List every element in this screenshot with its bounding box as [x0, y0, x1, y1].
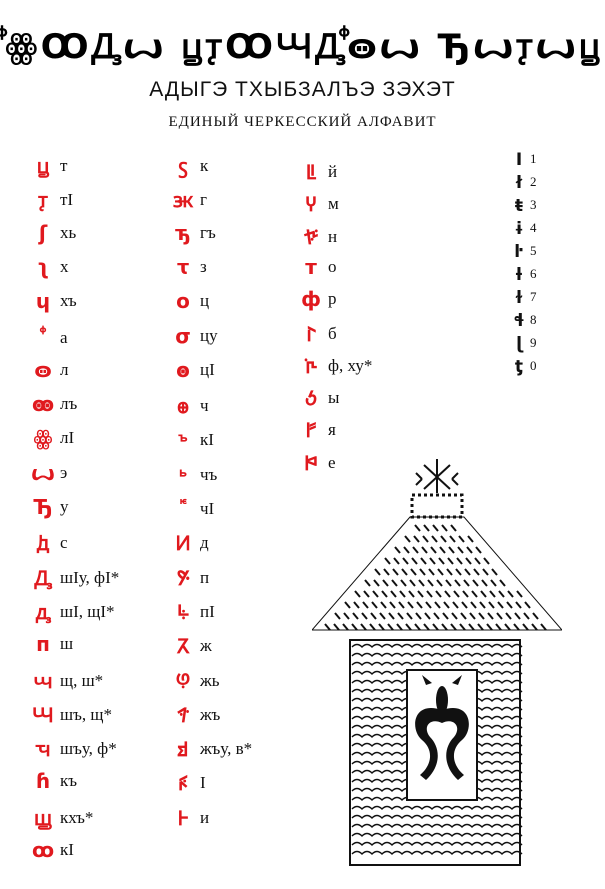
letter-transliteration: а [60, 327, 68, 347]
letter-transliteration: чI [200, 499, 215, 518]
letter-glyph: ꚕ [35, 769, 51, 794]
letter-transliteration: шъу, ф* [60, 739, 117, 759]
letter-transliteration: н [328, 226, 338, 246]
letter-transliteration: 4 [530, 220, 537, 235]
alphabet-row [30, 598, 115, 625]
letter-glyph: ʃ [38, 220, 48, 245]
letter-glyph: Ꚋ [33, 495, 53, 519]
letter-glyph: ꙫ [34, 357, 52, 382]
letter-glyph: Ⅰ [515, 150, 523, 170]
letter-transliteration: д [200, 533, 209, 553]
alphabet-row [170, 186, 207, 213]
alphabet-row [170, 152, 208, 179]
letter-transliteration: б [328, 323, 337, 343]
letter-glyph: ꚣ [176, 565, 190, 590]
letter-transliteration: т [60, 156, 68, 175]
alphabet-row [170, 461, 217, 488]
letter-glyph: ꚡ [175, 531, 191, 556]
alphabet-row [170, 289, 209, 313]
letter-glyph: ꚯ [177, 771, 189, 796]
letter-glyph: Ꚇ [32, 702, 54, 727]
letter-transliteration: г [200, 190, 207, 210]
letter-transliteration: е [328, 452, 336, 472]
letter-transliteration: цу [200, 325, 218, 345]
alphabet-row [170, 392, 209, 419]
letter-glyph: ꚽ [305, 386, 317, 411]
letter-glyph: ꚻ [304, 353, 318, 378]
alphabet-row [510, 311, 537, 331]
letter-glyph: ɨ [514, 219, 524, 239]
letter-transliteration: хь [60, 222, 77, 242]
letter-glyph: ꙍ [31, 460, 55, 485]
alphabet-row [30, 701, 112, 728]
letter-glyph: ꚑ [38, 188, 48, 213]
letter-transliteration: I [200, 773, 206, 793]
letter-glyph: п [36, 632, 50, 657]
letter-transliteration: э [60, 462, 68, 482]
letter-transliteration: х [60, 256, 69, 276]
alphabet-row [30, 564, 119, 591]
letter-glyph: ꚷ [303, 224, 319, 249]
alphabet-row [170, 529, 209, 556]
letter-transliteration: ы [328, 388, 340, 408]
letter-glyph: ꚗ [34, 805, 52, 830]
letter-glyph: ꚋ [175, 220, 191, 245]
page-subtitle: АДЫГЭ ТХЫБЗАЛЪЭ ЗЭХЭТ [149, 78, 456, 101]
letter-transliteration: 7 [530, 289, 537, 304]
letter-glyph: ꚱ [177, 805, 189, 830]
alphabet-row [30, 358, 68, 382]
letter-glyph: ꛄ [304, 450, 318, 475]
letter-glyph: ɬ [513, 311, 525, 331]
letter-glyph: ƫ [514, 357, 524, 377]
letter-transliteration: ф, ху* [328, 355, 373, 375]
alphabet-row [170, 667, 220, 694]
letter-glyph [30, 324, 56, 351]
letter-transliteration: 8 [530, 312, 537, 327]
alphabet-row [30, 152, 67, 179]
letter-glyph: ꚛ [176, 394, 190, 419]
letter-transliteration: у [60, 497, 69, 516]
letter-glyph: ʅ [36, 254, 50, 279]
letter-transliteration: и [200, 807, 210, 827]
letter-glyph: ꚁ [36, 531, 50, 556]
alphabet-row [170, 255, 207, 279]
letter-glyph: ꚫ [177, 702, 189, 727]
alphabet-row [30, 529, 68, 556]
letter-glyph: ꚇ [33, 668, 53, 693]
letter-transliteration: ш [60, 634, 74, 654]
alphabet-row [170, 324, 218, 348]
letter-transliteration: ц [200, 291, 210, 311]
letter-glyph: ł [515, 173, 523, 193]
alphabet-row [30, 838, 74, 862]
letter-transliteration: 2 [530, 174, 537, 189]
letter-glyph: ꚏ [36, 154, 50, 178]
alphabet-row [510, 219, 537, 239]
letter-glyph: ꙭ [31, 392, 55, 417]
alphabet-row [298, 352, 372, 379]
letter-glyph: ꙮ [33, 426, 53, 451]
letter-transliteration: чъ [200, 464, 218, 484]
letter-transliteration: п [200, 567, 210, 587]
letter-transliteration: 6 [530, 266, 537, 281]
alphabet-row [298, 255, 337, 279]
letter-transliteration: о [328, 256, 337, 276]
alphabet-row [30, 221, 76, 245]
letter-glyph: ŧ [514, 196, 524, 216]
letter-transliteration: щ, ш* [60, 670, 104, 690]
letter-glyph [170, 495, 196, 522]
letter-transliteration: шъ, щ* [60, 704, 112, 724]
alphabet-row [510, 196, 537, 216]
letter-transliteration: 9 [530, 335, 537, 350]
letter-transliteration: 5 [530, 243, 537, 258]
letter-glyph: ꚩ [175, 668, 191, 693]
wall-icon [350, 640, 522, 865]
letter-glyph: ꚜ [178, 428, 188, 453]
alphabet-row [298, 416, 336, 443]
letter-glyph: σ [175, 323, 191, 348]
letter-transliteration: кхъ* [60, 807, 94, 827]
letter-glyph: ɫ [514, 288, 524, 308]
letter-transliteration: й [328, 162, 338, 181]
alphabet-row [510, 242, 537, 262]
alphabet-row [30, 769, 77, 793]
alphabet-row [30, 495, 69, 519]
letter-glyph: ꚧ [176, 634, 190, 659]
alphabet-row [510, 288, 537, 308]
letter-glyph: ɭ [516, 334, 522, 354]
letter-glyph: ꚵ [305, 192, 317, 217]
letter-glyph: ŀ [514, 242, 524, 262]
alphabet-row [170, 426, 214, 453]
letter-transliteration: хъ [60, 291, 77, 311]
letter-glyph: ꛂ [305, 418, 317, 443]
alphabet-row [510, 173, 537, 193]
alphabet-row [510, 150, 537, 170]
letter-transliteration: к [200, 156, 209, 175]
alphabet-row [170, 735, 252, 762]
letter-glyph: ꚭ [177, 737, 189, 762]
alphabet-row [170, 804, 209, 831]
letter-glyph: ꚙ [31, 838, 55, 862]
alphabet-row [30, 426, 74, 450]
letter-glyph: т [305, 254, 317, 279]
letter-glyph: ꚃ [178, 154, 188, 178]
alphabet-row [170, 564, 209, 591]
alphabet-row [30, 461, 67, 485]
alphabet-row [298, 158, 337, 185]
letter-transliteration: ч [200, 396, 209, 416]
alphabet-row [170, 632, 212, 659]
letter-transliteration: пI [200, 601, 215, 621]
alphabet-row [170, 598, 215, 625]
letter-transliteration: цI [200, 359, 215, 379]
letter-glyph: ɥ [35, 289, 51, 314]
letter-glyph: о [176, 289, 190, 314]
alphabet-row [298, 384, 339, 411]
letter-transliteration: къ [60, 771, 78, 791]
alphabet-row [298, 223, 337, 250]
alphabet-row [170, 495, 214, 522]
alphabet-row [170, 769, 206, 796]
letter-transliteration: 1 [530, 151, 537, 166]
letter-glyph: ꚅ [173, 188, 193, 213]
alphabet-row [298, 190, 339, 217]
letter-transliteration: м [328, 194, 339, 214]
alphabet-row [30, 392, 77, 416]
alphabet-row [30, 324, 68, 351]
letter-transliteration: 3 [530, 197, 537, 212]
letter-transliteration: шI, щI* [60, 601, 115, 621]
letter-transliteration: жъу, в* [200, 739, 253, 759]
letter-glyph: ꚳ [305, 160, 317, 184]
letter-glyph: Ꚉ [34, 565, 52, 590]
letter-transliteration: з [200, 256, 207, 276]
letter-glyph: ꚥ [176, 599, 190, 624]
letter-transliteration: гъ [200, 222, 216, 242]
alphabet-row [510, 357, 537, 377]
title-glyphs: ꚞꙮꚘꚈꙍ ꚏꚑꚘꚆꚈꚞꙫꙍ Ꚋꙍꚑꙍꚏ [2, 27, 603, 67]
alphabet-row [30, 667, 103, 694]
alphabet-row [30, 632, 73, 656]
alphabet-row [30, 289, 77, 313]
letter-transliteration: жь [200, 670, 220, 690]
alphabet-row [170, 358, 215, 382]
alphabet-row [510, 265, 537, 285]
letter-glyph: ф [301, 287, 321, 312]
letter-glyph: ꙩ [176, 357, 190, 382]
letter-glyph: ꚹ [306, 321, 316, 346]
letter-glyph: ꚍ [177, 254, 189, 279]
letter-transliteration: шIу, фI* [60, 567, 120, 587]
letter-glyph: ꚓ [35, 737, 51, 762]
letter-transliteration: жъ [200, 704, 221, 724]
roof-icon [312, 495, 562, 630]
letter-transliteration: л [60, 359, 69, 379]
letter-transliteration: лI [60, 428, 75, 448]
page-subtitle-secondary: ЕДИНЫЙ ЧЕРКЕССКИЙ АЛФАВИТ [168, 114, 437, 130]
letter-transliteration: я [328, 420, 336, 440]
letter-transliteration: с [60, 533, 68, 553]
letter-transliteration: тI [60, 190, 74, 210]
roof-symbol-icon [416, 459, 458, 493]
alphabet-row [298, 320, 337, 347]
alphabet-row [170, 701, 220, 728]
alphabet-row [170, 221, 216, 245]
alphabet-row [30, 735, 117, 762]
letter-transliteration: кI [200, 430, 214, 450]
alphabet-row [30, 255, 69, 279]
letter-transliteration: р [328, 289, 337, 309]
letter-transliteration: ж [200, 636, 212, 656]
letter-transliteration: 0 [530, 358, 537, 373]
alphabet-row [510, 334, 537, 354]
letter-glyph: ƚ [515, 265, 523, 285]
alphabet-row [298, 287, 337, 311]
letter-transliteration: лъ [60, 394, 78, 414]
letter-glyph: ꚉ [35, 599, 51, 624]
alphabet-row [30, 186, 73, 213]
letter-glyph: ꚝ [179, 462, 187, 487]
ornamental-house-illustration [312, 452, 562, 875]
alphabet-row [30, 804, 93, 831]
letter-transliteration: кI [60, 840, 74, 859]
